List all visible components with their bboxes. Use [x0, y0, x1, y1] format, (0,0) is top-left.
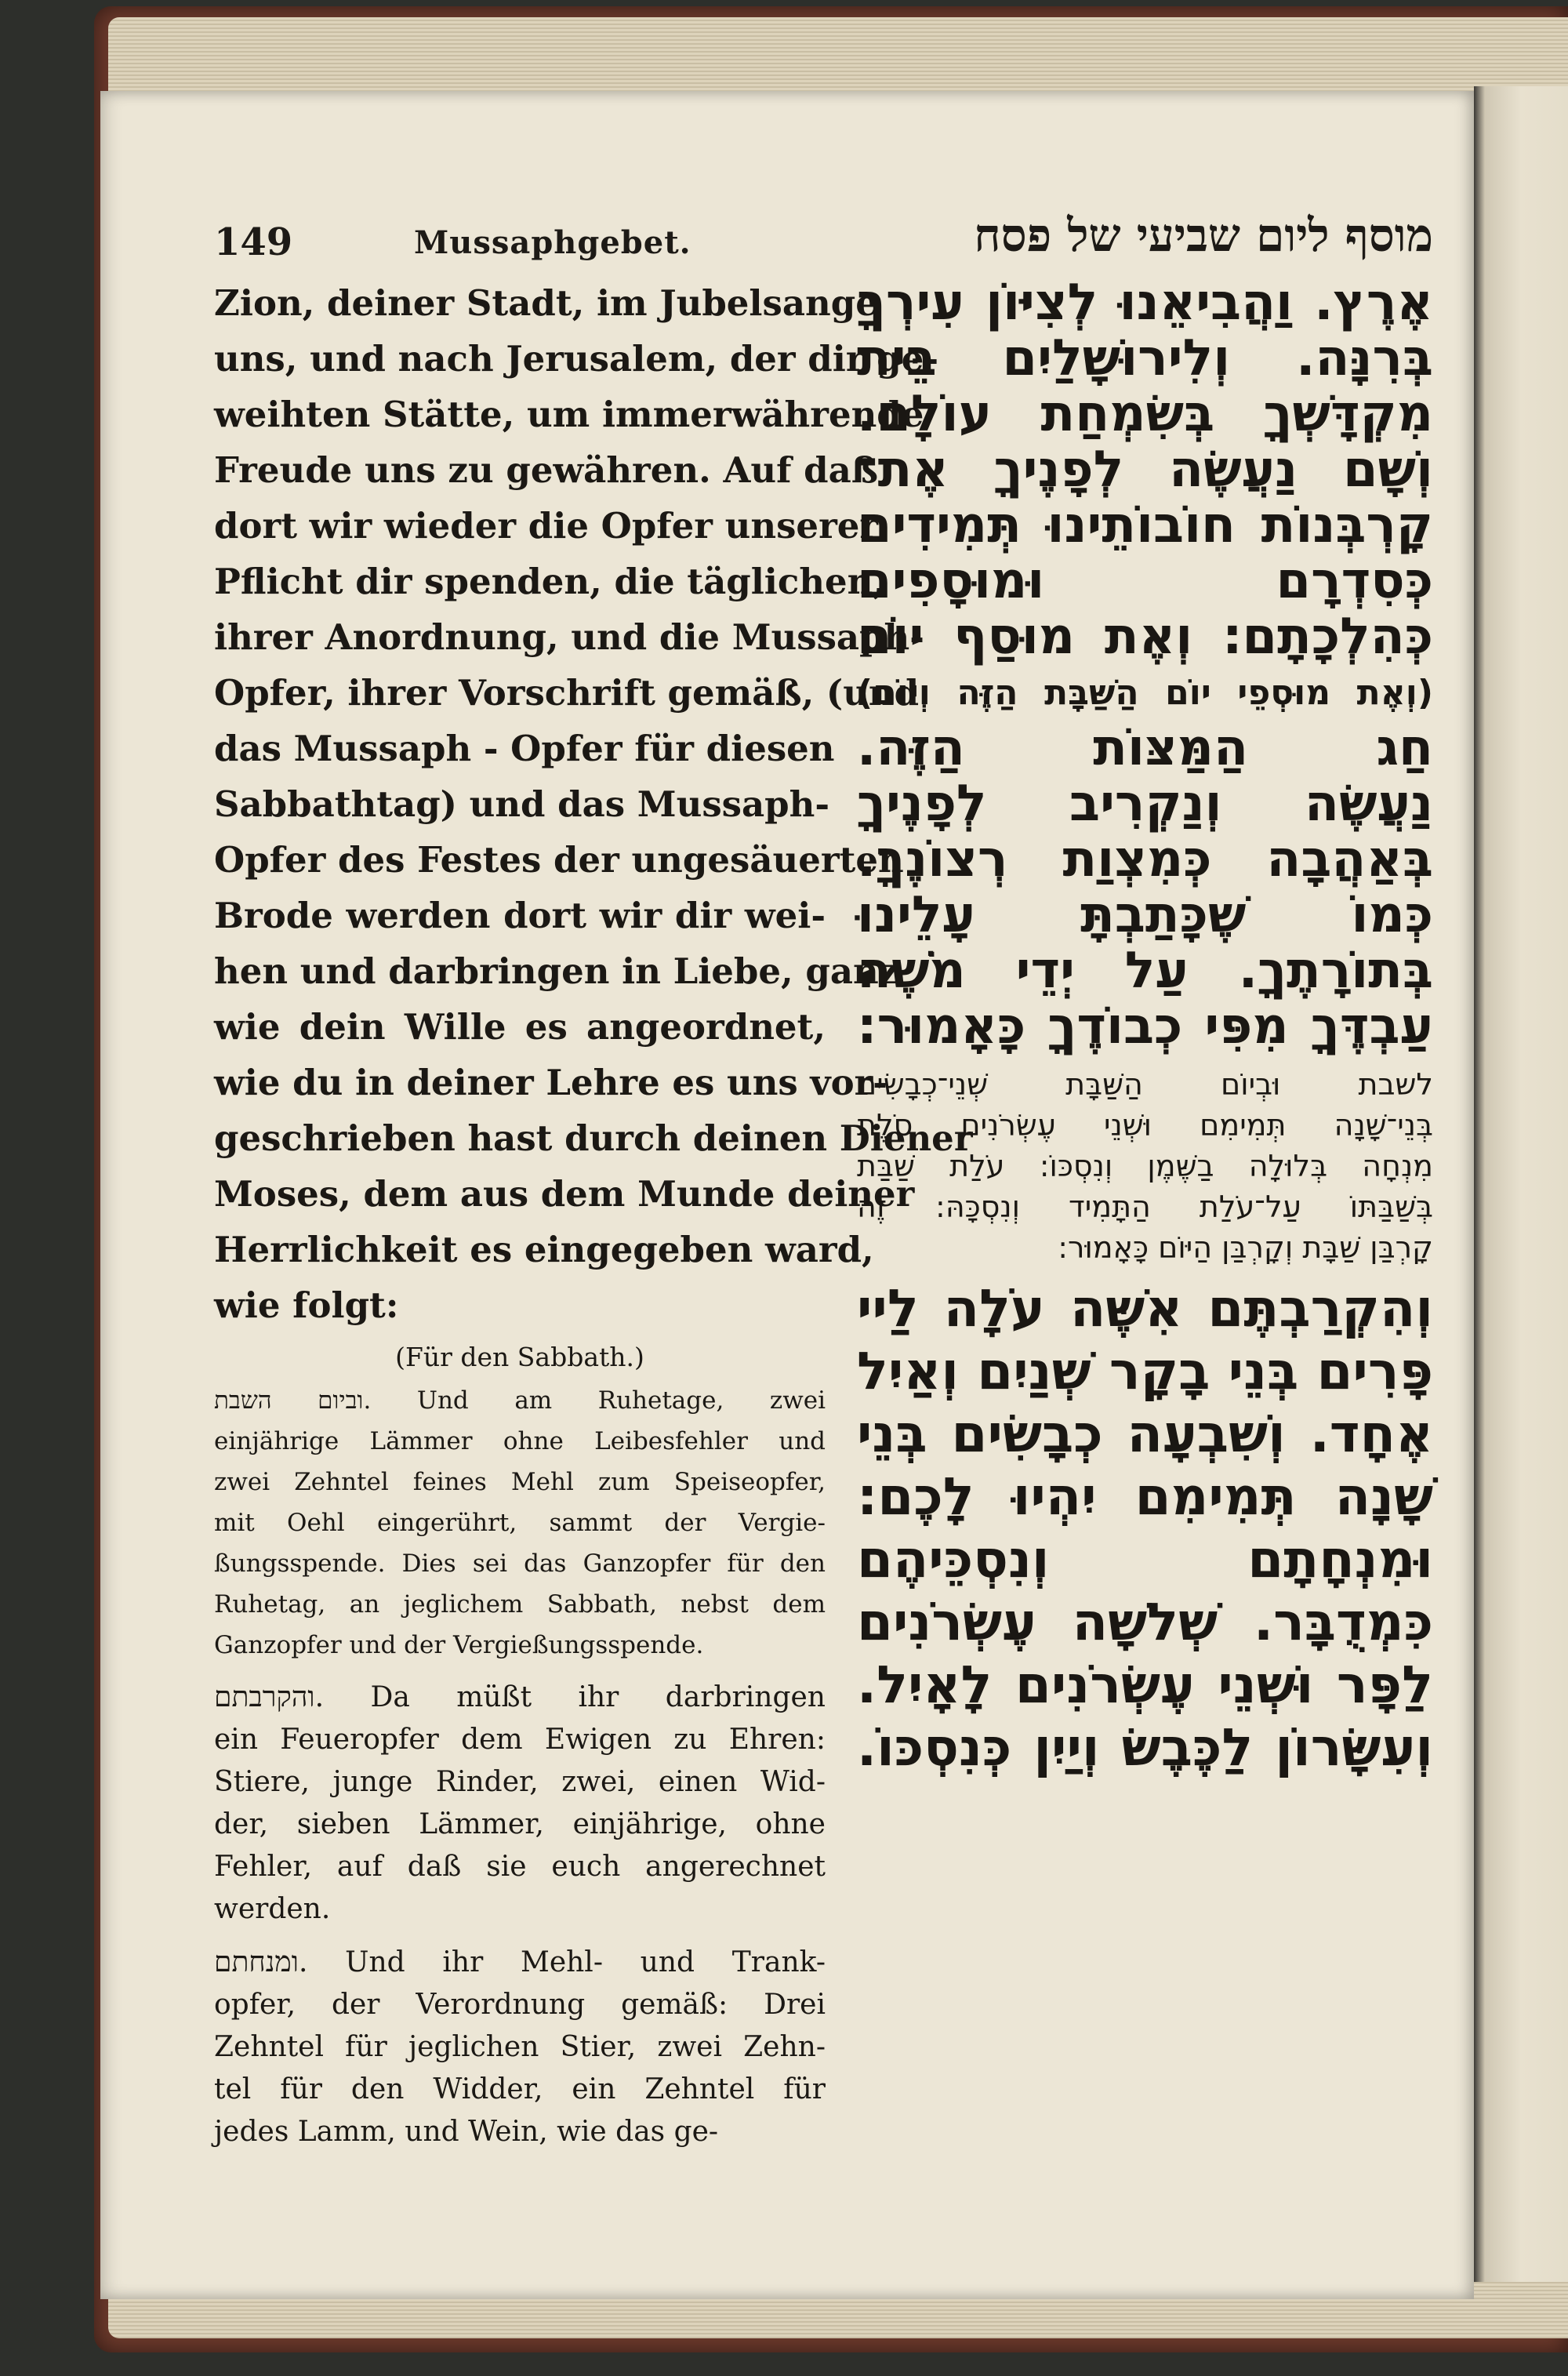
- hebrew-offering-line: שָׁנָה תְּמִימִם יִהְיוּ לָכֶם:: [857, 1466, 1433, 1527]
- hebrew-sabbath-line: בְּשַׁבַּתּוֹ עַל־עֹלַת הַתָּמִיד וְנִסְכָּהּ: זֶה: [857, 1190, 1433, 1224]
- meal-offering-note-line: tel für den Widder, ein Zehntel für: [214, 2073, 826, 2105]
- paragraph-spacer: [857, 1268, 1433, 1277]
- german-text-line: Opfer, ihrer Vorschrift gemäß, (und: [214, 672, 920, 714]
- offering-note-line: werden.: [214, 1893, 331, 1925]
- german-text-line: geschrieben hast durch deinen Diener: [214, 1117, 973, 1159]
- german-text-line: Opfer des Festes der ungesäuerten: [214, 839, 904, 881]
- hebrew-text-line: חַג הַמַּצּוֹת הַזֶּה.: [857, 719, 1433, 777]
- hebrew-text-line: כְּסִדְרָם וּמוּסָפִים: [857, 552, 1433, 610]
- german-text-line: Pflicht dir spenden, die täglichen,: [214, 561, 886, 602]
- offering-note-line: ein Feueropfer dem Ewigen zu Ehren:: [214, 1724, 826, 1756]
- paragraph-spacer: [214, 1666, 826, 1677]
- meal-offering-note-line: jedes Lamm, und Wein, wie das ge-: [214, 2116, 719, 2148]
- german-text-line: uns, und nach Jerusalem, der dir ge-: [214, 338, 939, 380]
- sabbath-note-line: einjährige Lämmer ohne Leibesfehler und: [214, 1427, 826, 1455]
- hebrew-offering-line: וּמִנְחָתָם וְנִסְכֵּיהֶם: [857, 1529, 1433, 1589]
- hebrew-offering-line: לַפָּר וּשְׁנֵי עֶשְׂרֹנִים לָאָיִל.: [857, 1655, 1433, 1715]
- hebrew-text-line: נַעֲשֶׂה וְנַקְרִיב לְפָנֶיךָ: [857, 775, 1433, 833]
- hebrew-offering-line: כִּמְדֻבָּר. שְׁלשָׁה עֶשְׂרֹנִים: [857, 1592, 1433, 1652]
- hebrew-text-line: בְּאַהֲבָה כְּמִצְוַת רְצוֹנֶךָ.: [857, 830, 1433, 888]
- hebrew-text-line: כְּהִלְכָתָם: וְאֶת מוּסַף יוֹם: [857, 608, 1433, 666]
- running-title: Mussaphgebet.: [414, 224, 691, 261]
- german-text-line: Moses, dem aus dem Munde deiner: [214, 1173, 915, 1215]
- hebrew-sabbath-line: בְּנֵי־שָׁנָה תְּמִימִם וּשְׁנֵי עֶשְׂרֹנִים סֹלֶת: [857, 1108, 1433, 1143]
- german-text-line: Freude uns zu gewähren. Auf daß: [214, 449, 878, 491]
- sabbath-note-line: וביום השבת. Und am Ruhetage, zwei: [214, 1386, 826, 1415]
- facing-page-edge: [1474, 86, 1568, 2282]
- sabbath-note-line: Ganzopfer und der Vergießungsspende.: [214, 1631, 704, 1659]
- page-header: [100, 91, 1474, 264]
- paragraph-spacer: [857, 1055, 1433, 1064]
- hebrew-sabbath-line: מִנְחָה בְּלוּלָה בַשֶּׁמֶן וְנִסְכּוֹ: עֹלַת שַׁבַּת: [857, 1149, 1433, 1183]
- german-text-line: weihten Stätte, um immerwährende: [214, 394, 924, 435]
- offering-note-line: Stiere, junge Rinder, zwei, einen Wid-: [214, 1766, 826, 1798]
- sabbath-note-line: ßungsspende. Dies sei das Ganzopfer für den: [214, 1549, 826, 1578]
- german-text-line: wie du in deiner Lehre es uns vor-: [214, 1062, 887, 1103]
- german-text-line: Brode werden dort wir dir wei-: [214, 895, 826, 936]
- sabbath-note-heading: (Für den Sabbath.): [395, 1342, 644, 1372]
- german-translation-column: [214, 275, 973, 2153]
- hebrew-text-line: עַבְדֶּךָ מִפִּי כְבוֹדֶךָ כָּאָמוּר:: [857, 997, 1433, 1055]
- hebrew-text-line: (וְאֶת מוּסְפֵי יוֹם הַשַּׁבָּת הַזֶּה וְיוֹם): [857, 673, 1433, 713]
- page-number: 149: [214, 220, 293, 264]
- hebrew-offering-line: אֶחָד. וְשִׁבְעָה כְבָשִׂים בְּנֵי: [857, 1404, 1433, 1464]
- hebrew-text-line: וְשָׁם נַעֲשֶׂה לְפָנֶיךָ אֶת־: [857, 441, 1433, 499]
- hebrew-text-line: מִקְדָּשְׁךָ בְּשִׂמְחַת עוֹלָם.: [857, 385, 1433, 443]
- german-text-line: ihrer Anordnung, und die Mussaph-: [214, 616, 924, 658]
- hebrew-offering-line: וְעִשָּׂרוֹן לַכֶּבֶשׂ וְיַיִן כְּנִסְכּוֹ.: [857, 1717, 1433, 1778]
- hebrew-sabbath-line: לשבת וּבְיוֹם הַשַּׁבָּת שְׁנֵי־כְבָשִׂים: [857, 1067, 1433, 1102]
- paragraph-spacer: [214, 1931, 826, 1942]
- german-text-line: Zion, deiner Stadt, im Jubelsange: [214, 282, 878, 324]
- sabbath-note-line: mit Oehl eingerührt, sammt der Vergie-: [214, 1509, 826, 1537]
- hebrew-sabbath-line: קָרְבַּן שַׁבָּת וְקָרְבַּן הַיּוֹם כָּאָמוּר:: [1058, 1230, 1433, 1265]
- meal-offering-note-line: Zehntel für jeglichen Stier, zwei Zehn-: [214, 2031, 826, 2063]
- hebrew-text-line: בְּרִנָּה. וְלִירוּשָׁלַיִם בֵּית: [857, 329, 1433, 387]
- hebrew-offering-line: פָּרִים בְּנֵי בָקָר שְׁנַיִם וְאַיִל: [857, 1341, 1433, 1401]
- hebrew-running-title: מוסף ליום שביעי של פסח: [974, 209, 1433, 262]
- hebrew-text-line: קָרְבְּנוֹת חוֹבוֹתֵינוּ תְּמִידִים: [857, 496, 1433, 554]
- offering-note-line: der, sieben Lämmer, einjährige, ohne: [214, 1808, 826, 1840]
- meal-offering-note-line: ומנחתם. Und ihr Mehl- und Trank-: [214, 1946, 826, 1978]
- german-text-line: hen und darbringen in Liebe, ganz: [214, 950, 899, 992]
- hebrew-text-line: אֶרֶץ. וַהֲבִיאֵנוּ לְצִיּוֹן עִירְךָ: [857, 274, 1433, 332]
- german-text-line: dort wir wieder die Opfer unserer: [214, 505, 879, 547]
- german-text-line: wie dein Wille es angeordnet,: [214, 1006, 826, 1048]
- hebrew-text-column: [857, 275, 1433, 1779]
- hebrew-text-line: בְּתוֹרָתֶךָ. עַל יְדֵי מֹשֶׁה: [857, 942, 1433, 1000]
- meal-offering-note-line: opfer, der Verordnung gemäß: Drei: [214, 1989, 826, 2021]
- sabbath-note-line: Ruhetag, an jeglichem Sabbath, nebst dem: [214, 1590, 826, 1619]
- german-text-line: Sabbathtag) und das Mussaph-: [214, 783, 830, 825]
- offering-note-line: Fehler, auf daß sie euch angerechnet: [214, 1851, 826, 1883]
- sabbath-note-line: zwei Zehntel feines Mehl zum Speiseopfer,: [214, 1468, 826, 1496]
- book-page: [100, 91, 1474, 2299]
- hebrew-text-line: כְּמוֹ שֶׁכָּתַבְתָּ עָלֵינוּ: [857, 886, 1433, 944]
- german-text-line: wie folgt:: [214, 1284, 399, 1326]
- offering-note-line: והקרבתם. Da müßt ihr darbringen: [214, 1681, 826, 1713]
- german-text-line: Herrlichkeit es eingegeben ward,: [214, 1229, 874, 1270]
- german-text-line: das Mussaph - Opfer für diesen: [214, 728, 835, 769]
- hebrew-offering-line: וְהִקְרַבְתֶּם אִשֶּׁה עֹלָה לַיי: [857, 1278, 1433, 1339]
